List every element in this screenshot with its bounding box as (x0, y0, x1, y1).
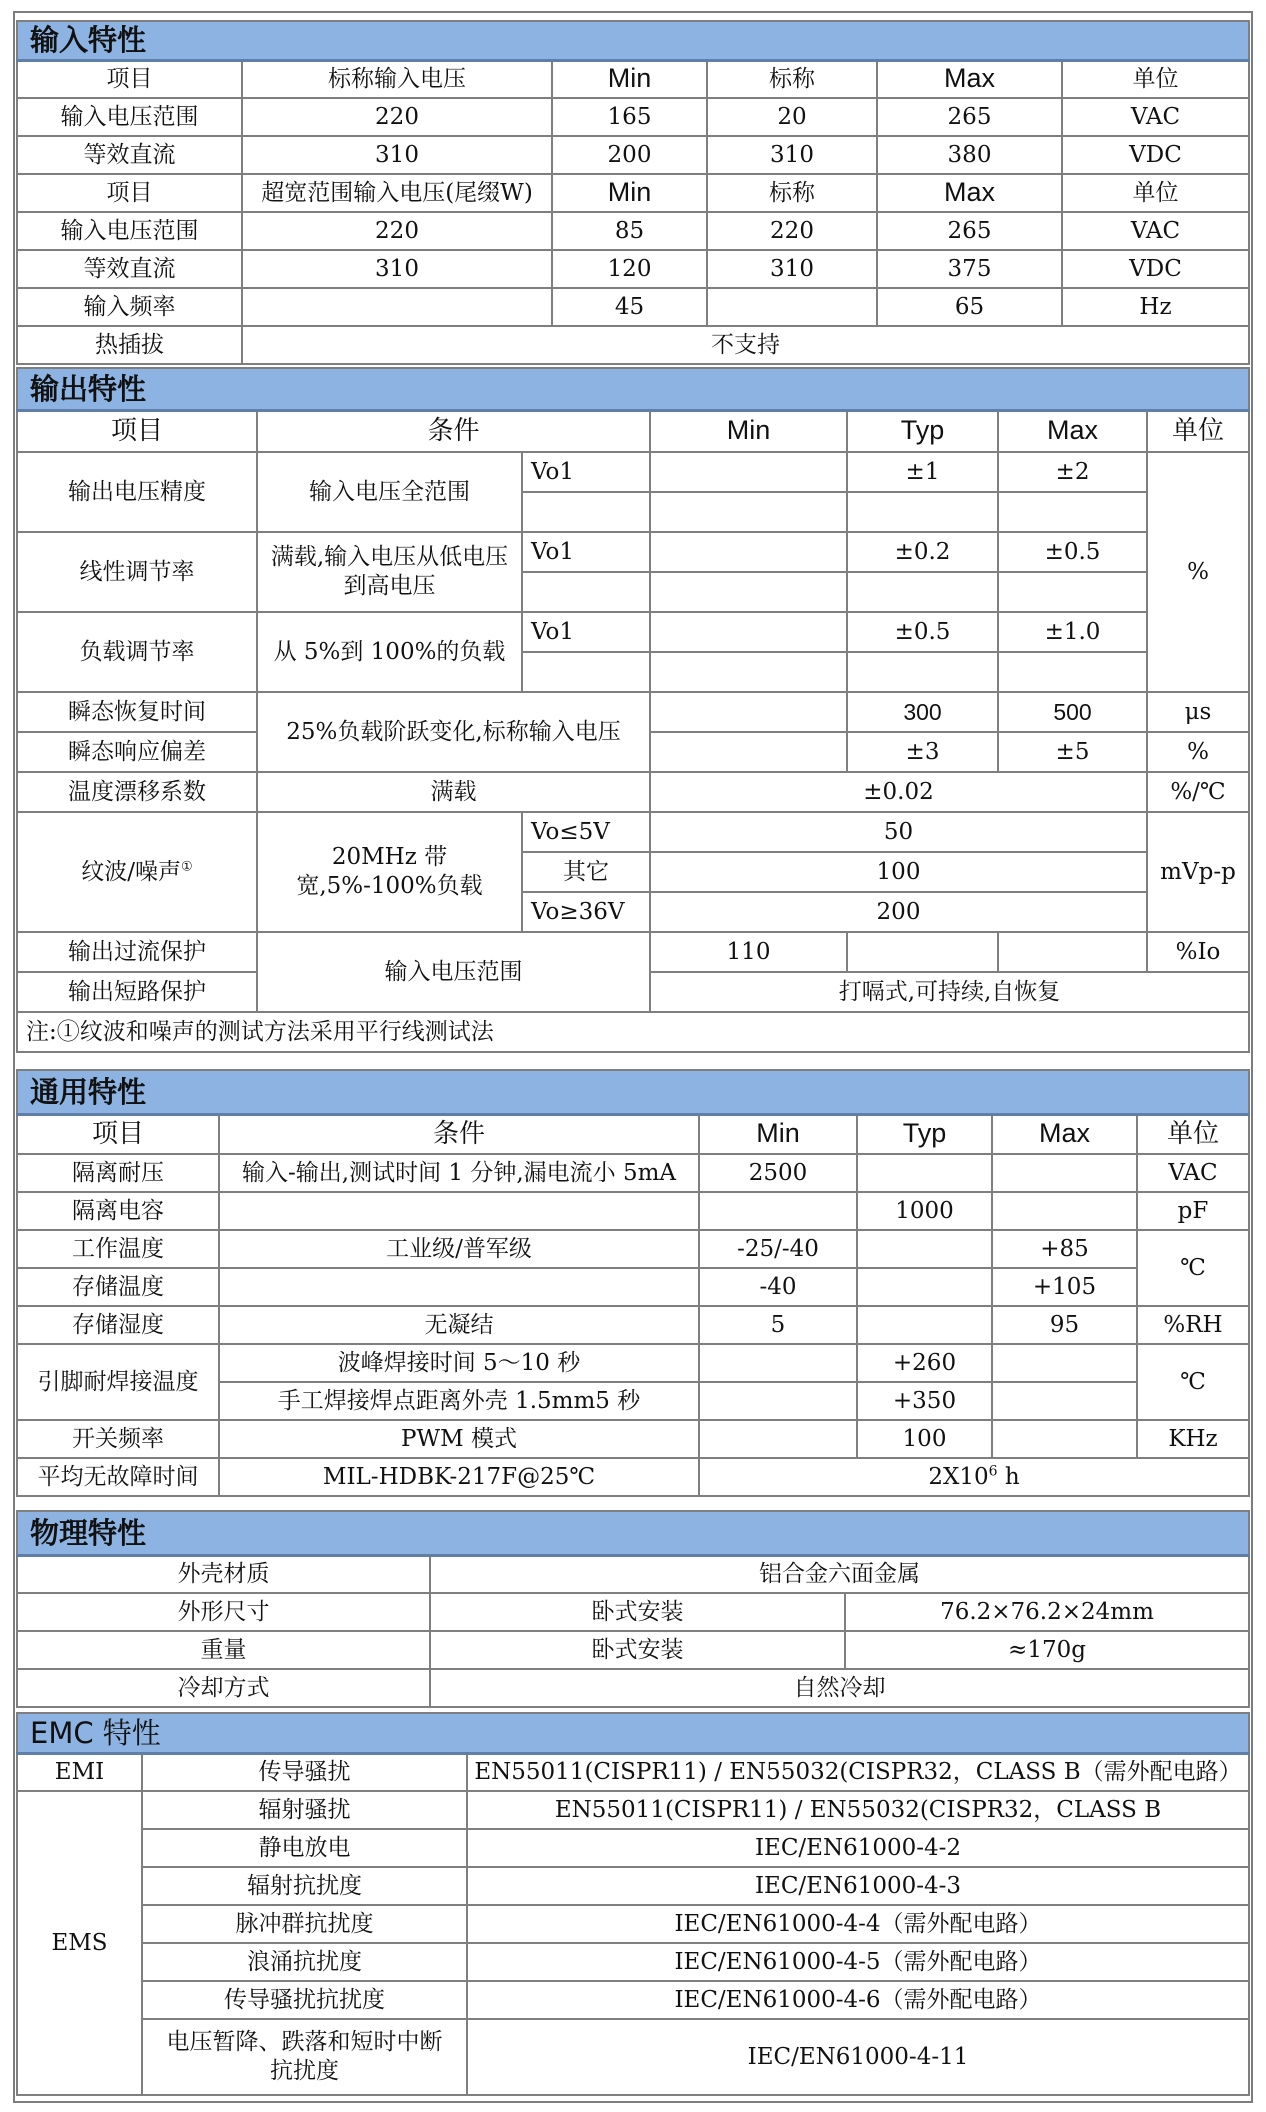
table-cell: Vo≤5V (522, 812, 650, 852)
ripple-cond-line2: 宽,5%-100%负载 (296, 873, 483, 899)
table-cell: 工业级/普军级 (219, 1230, 699, 1268)
table-cell (998, 652, 1147, 692)
section-title: 通用特性 (17, 1070, 1249, 1114)
table-cell: 打嗝式,可持续,自恢复 (650, 972, 1249, 1012)
table-cell: ±1.0 (998, 612, 1147, 652)
table-cell (522, 572, 650, 612)
header-cell: Min (552, 174, 707, 212)
header-cell: 项目 (17, 174, 242, 212)
table-cell: 220 (242, 98, 552, 136)
table-cell (992, 1382, 1137, 1420)
table-cell: +260 (857, 1344, 992, 1382)
header-cell: 单位 (1062, 60, 1249, 98)
table-cell: 铝合金六面金属 (430, 1555, 1249, 1593)
table-cell: Vo1 (522, 452, 650, 492)
header-cell: Max (877, 174, 1062, 212)
header-cell: 单位 (1062, 174, 1249, 212)
table-row (17, 2019, 1249, 2095)
table-cell: IEC/EN61000-4-3 (467, 1867, 1249, 1905)
table-cell: 不支持 (242, 326, 1249, 364)
table-cell: 自然冷却 (430, 1669, 1249, 1707)
table-cell: 50 (650, 812, 1147, 852)
table-row (17, 1555, 1249, 1593)
table-cell: 热插拔 (17, 326, 242, 364)
table-cell: 76.2×76.2×24mm (845, 1593, 1249, 1631)
table-cell: μs (1147, 692, 1249, 732)
table-cell: 卧式安装 (430, 1593, 845, 1631)
table-cell (699, 1192, 857, 1230)
table-cell: 瞬态响应偏差 (17, 732, 257, 772)
output-table (16, 367, 1250, 1053)
table-cell: 其它 (522, 852, 650, 892)
table-cell: -25/-40 (699, 1230, 857, 1268)
table-cell (650, 452, 847, 492)
table-cell: 满载 (257, 772, 650, 812)
table-cell: IEC/EN61000-4-11 (467, 2019, 1249, 2095)
last-item-line2: 抗扰度 (270, 2058, 339, 2084)
table-cell: 传导骚扰 (142, 1753, 467, 1791)
table-cell: 辐射骚扰 (142, 1791, 467, 1829)
table-cell: 从 5%到 100%的负载 (257, 612, 522, 692)
table-cell: ±0.5 (998, 532, 1147, 572)
table-cell: 45 (552, 288, 707, 326)
table-cell: KHz (1137, 1420, 1249, 1458)
header-cell: Max (998, 410, 1147, 452)
input-table (16, 20, 1250, 365)
table-cell: ±2 (998, 452, 1147, 492)
table-cell: 120 (552, 250, 707, 288)
table-cell: EMS (17, 1791, 142, 2095)
table-cell: 手工焊接焊点距离外壳 1.5mm5 秒 (219, 1382, 699, 1420)
header-cell: Typ (847, 410, 998, 452)
table-cell: 65 (877, 288, 1062, 326)
table-cell (699, 1458, 1249, 1496)
ripple-cond-line1: 20MHz 带 (331, 844, 448, 871)
table-cell (650, 612, 847, 652)
table-cell: IEC/EN61000-4-2 (467, 1829, 1249, 1867)
header-cell: 标称 (707, 174, 877, 212)
table-header-row (17, 410, 1249, 452)
table-cell: 输入电压范围 (17, 98, 242, 136)
table-cell: 500 (998, 692, 1147, 732)
table-cell: 负载调节率 (17, 612, 257, 692)
header-cell: 超宽范围输入电压(尾缀W) (242, 174, 552, 212)
table-cell: 265 (877, 98, 1062, 136)
table-row (17, 288, 1249, 326)
table-cell (998, 572, 1147, 612)
table-cell (857, 1306, 992, 1344)
table-row (17, 612, 1249, 652)
table-cell: % (1147, 732, 1249, 772)
table-cell (992, 1154, 1137, 1192)
table-cell: 温度漂移系数 (17, 772, 257, 812)
table-cell: 等效直流 (17, 250, 242, 288)
table-cell: IEC/EN61000-4-5（需外配电路） (467, 1943, 1249, 1981)
table-cell: +350 (857, 1382, 992, 1420)
table-cell: 输出电压精度 (17, 452, 257, 532)
table-cell: 100 (650, 852, 1147, 892)
table-cell: EMI (17, 1753, 142, 1791)
table-cell: 2500 (699, 1154, 857, 1192)
table-cell (847, 492, 998, 532)
header-cell: 条件 (257, 410, 650, 452)
table-cell: 等效直流 (17, 136, 242, 174)
table-cell: 传导骚扰抗扰度 (142, 1981, 467, 2019)
table-cell: 浪涌抗扰度 (142, 1943, 467, 1981)
header-cell: Min (650, 410, 847, 452)
table-row (17, 1829, 1249, 1867)
table-cell: ℃ (1137, 1344, 1249, 1420)
table-cell: EN55011(CISPR11) / EN55032(CISPR32，CLASS B（需外配电路） (467, 1753, 1249, 1791)
section-title: EMC 特性 (17, 1713, 1249, 1753)
table-cell: IEC/EN61000-4-6（需外配电路） (467, 1981, 1249, 2019)
table-cell (857, 1154, 992, 1192)
table-cell: 冷却方式 (17, 1669, 430, 1707)
table-header-row (17, 60, 1249, 98)
table-cell: 存储温度 (17, 1268, 219, 1306)
table-row (17, 1981, 1249, 2019)
table-cell (522, 492, 650, 532)
table-cell (992, 1344, 1137, 1382)
table-cell: 输出过流保护 (17, 932, 257, 972)
table-cell (857, 1268, 992, 1306)
table-cell (998, 492, 1147, 532)
table-row (17, 1593, 1249, 1631)
table-cell (992, 1192, 1137, 1230)
table-row (17, 1012, 1249, 1052)
table-cell (699, 1382, 857, 1420)
emc-table (16, 1712, 1250, 2096)
physical-table (16, 1510, 1250, 1708)
table-cell: 重量 (17, 1631, 430, 1669)
table-cell: Vo1 (522, 612, 650, 652)
section-title: 物理特性 (17, 1511, 1249, 1555)
table-cell: 310 (707, 136, 877, 174)
table-cell: 220 (707, 212, 877, 250)
ripple-item-label: 纹波/噪声 (81, 858, 182, 885)
table-cell (17, 812, 257, 932)
table-cell: Hz (1062, 288, 1249, 326)
table-cell: -40 (699, 1268, 857, 1306)
table-cell: 平均无故障时间 (17, 1458, 219, 1496)
table-cell: 200 (650, 892, 1147, 932)
table-cell (650, 532, 847, 572)
table-row (17, 1753, 1249, 1791)
table-row (17, 1905, 1249, 1943)
table-cell: 外形尺寸 (17, 1593, 430, 1631)
table-cell: 隔离电容 (17, 1192, 219, 1230)
table-cell (650, 572, 847, 612)
table-row (17, 1230, 1249, 1268)
table-cell (257, 812, 522, 932)
table-cell: ±0.5 (847, 612, 998, 652)
table-cell: 脉冲群抗扰度 (142, 1905, 467, 1943)
table-cell: 165 (552, 98, 707, 136)
table-cell (219, 1268, 699, 1306)
table-cell: Vo1 (522, 532, 650, 572)
last-item-line1: 电压暂降、跌落和短时中断 (166, 2029, 443, 2056)
table-header-row (17, 1114, 1249, 1154)
table-cell: 110 (650, 932, 847, 972)
table-cell: IEC/EN61000-4-4（需外配电路） (467, 1905, 1249, 1943)
table-cell: PWM 模式 (219, 1420, 699, 1458)
table-cell: 辐射抗扰度 (142, 1867, 467, 1905)
table-cell: EN55011(CISPR11) / EN55032(CISPR32，CLASS B (467, 1791, 1249, 1829)
table-cell (242, 288, 552, 326)
table-row (17, 1791, 1249, 1829)
table-cell: 310 (707, 250, 877, 288)
header-cell: Max (992, 1114, 1137, 1154)
header-cell: Min (552, 60, 707, 98)
table-cell: VAC (1062, 212, 1249, 250)
table-cell: 输入频率 (17, 288, 242, 326)
table-row (17, 250, 1249, 288)
table-row (17, 1458, 1249, 1496)
table-cell: 85 (552, 212, 707, 250)
header-cell: 标称 (707, 60, 877, 98)
table-cell (857, 1230, 992, 1268)
table-cell: +85 (992, 1230, 1137, 1268)
header-cell: Typ (857, 1114, 992, 1154)
table-cell: ℃ (1137, 1230, 1249, 1306)
table-cell (219, 1192, 699, 1230)
header-cell: 条件 (219, 1114, 699, 1154)
table-cell: 375 (877, 250, 1062, 288)
table-row (17, 1943, 1249, 1981)
table-cell: 静电放电 (142, 1829, 467, 1867)
table-row (17, 452, 1249, 492)
table-cell: VAC (1137, 1154, 1249, 1192)
mtbf-exponent: 6 (988, 1462, 998, 1479)
table-cell: 波峰焊接时间 5～10 秒 (219, 1344, 699, 1382)
table-cell: 输入-输出,测试时间 1 分钟,漏电流小 5mA (219, 1154, 699, 1192)
table-cell: 输入电压范围 (257, 932, 650, 1012)
table-row (17, 772, 1249, 812)
table-cell: 输出短路保护 (17, 972, 257, 1012)
table-cell: +105 (992, 1268, 1137, 1306)
table-cell: 存储湿度 (17, 1306, 219, 1344)
table-cell: mVp-p (1147, 812, 1249, 932)
table-cell: ±5 (998, 732, 1147, 772)
table-cell: 220 (242, 212, 552, 250)
table-cell (847, 572, 998, 612)
table-cell: VDC (1062, 250, 1249, 288)
table-cell: 瞬态恢复时间 (17, 692, 257, 732)
table-row (17, 692, 1249, 732)
table-cell (650, 692, 847, 732)
general-table (16, 1069, 1250, 1497)
table-cell: Vo≥36V (522, 892, 650, 932)
table-row (17, 98, 1249, 136)
table-cell (522, 652, 650, 692)
table-cell: 输入电压范围 (17, 212, 242, 250)
header-cell: Min (699, 1114, 857, 1154)
table-cell: 25%负载阶跃变化,标称输入电压 (257, 692, 650, 772)
table-cell: 开关频率 (17, 1420, 219, 1458)
table-cell (992, 1420, 1137, 1458)
table-cell (998, 932, 1147, 972)
table-row (17, 1420, 1249, 1458)
table-cell (847, 652, 998, 692)
header-cell: 项目 (17, 410, 257, 452)
header-cell: 项目 (17, 60, 242, 98)
table-cell: 输入电压全范围 (257, 452, 522, 532)
table-cell: 1000 (857, 1192, 992, 1230)
mtbf-unit: h (997, 1463, 1020, 1490)
table-row (17, 212, 1249, 250)
table-row (17, 1867, 1249, 1905)
table-cell: VDC (1062, 136, 1249, 174)
section-title: 输出特性 (17, 368, 1249, 410)
table-cell: 满载,输入电压从低电压到高电压 (257, 532, 522, 612)
table-cell (650, 652, 847, 692)
table-row (17, 1306, 1249, 1344)
table-cell: 卧式安装 (430, 1631, 845, 1669)
table-cell: VAC (1062, 98, 1249, 136)
table-cell: 200 (552, 136, 707, 174)
table-cell: pF (1137, 1192, 1249, 1230)
header-cell: 单位 (1147, 410, 1249, 452)
table-cell: 引脚耐焊接温度 (17, 1344, 219, 1420)
table-header-row (17, 174, 1249, 212)
table-cell: ±3 (847, 732, 998, 772)
table-cell: 线性调节率 (17, 532, 257, 612)
table-cell: ±0.02 (650, 772, 1147, 812)
table-cell (847, 932, 998, 972)
header-cell: 项目 (17, 1114, 219, 1154)
section-title: 输入特性 (17, 21, 1249, 60)
table-cell (650, 732, 847, 772)
table-row (17, 1344, 1249, 1382)
table-cell: 外壳材质 (17, 1555, 430, 1593)
table-cell: % (1147, 452, 1249, 692)
table-cell (707, 288, 877, 326)
table-cell: 隔离耐压 (17, 1154, 219, 1192)
table-cell: MIL-HDBK-217F@25℃ (219, 1458, 699, 1496)
table-row (17, 1268, 1249, 1306)
table-cell: 310 (242, 250, 552, 288)
table-cell: 95 (992, 1306, 1137, 1344)
table-cell (699, 1420, 857, 1458)
table-cell: ±1 (847, 452, 998, 492)
table-cell (650, 492, 847, 532)
table-row (17, 812, 1249, 852)
table-row (17, 1669, 1249, 1707)
table-cell: 265 (877, 212, 1062, 250)
table-cell (142, 2019, 467, 2095)
table-cell: %/℃ (1147, 772, 1249, 812)
table-row (17, 532, 1249, 572)
header-cell: 单位 (1137, 1114, 1249, 1154)
table-row (17, 326, 1249, 364)
table-cell: 无凝结 (219, 1306, 699, 1344)
table-cell: 20 (707, 98, 877, 136)
table-cell: 工作温度 (17, 1230, 219, 1268)
table-cell: 300 (847, 692, 998, 732)
table-row (17, 1192, 1249, 1230)
header-cell: Max (877, 60, 1062, 98)
footnote: 注:①纹波和噪声的测试方法采用平行线测试法 (17, 1012, 1249, 1052)
header-cell: 标称输入电压 (242, 60, 552, 98)
table-cell: 5 (699, 1306, 857, 1344)
table-cell (699, 1344, 857, 1382)
table-cell: 100 (857, 1420, 992, 1458)
table-cell: 380 (877, 136, 1062, 174)
table-cell: ≈170g (845, 1631, 1249, 1669)
table-row (17, 136, 1249, 174)
table-cell: ±0.2 (847, 532, 998, 572)
table-row (17, 1154, 1249, 1192)
table-row (17, 1631, 1249, 1669)
table-cell: %RH (1137, 1306, 1249, 1344)
table-row (17, 932, 1249, 972)
table-cell: 310 (242, 136, 552, 174)
mtbf-value: 2X10 (928, 1463, 989, 1490)
table-cell: %Io (1147, 932, 1249, 972)
footnote-mark: ① (181, 858, 193, 874)
